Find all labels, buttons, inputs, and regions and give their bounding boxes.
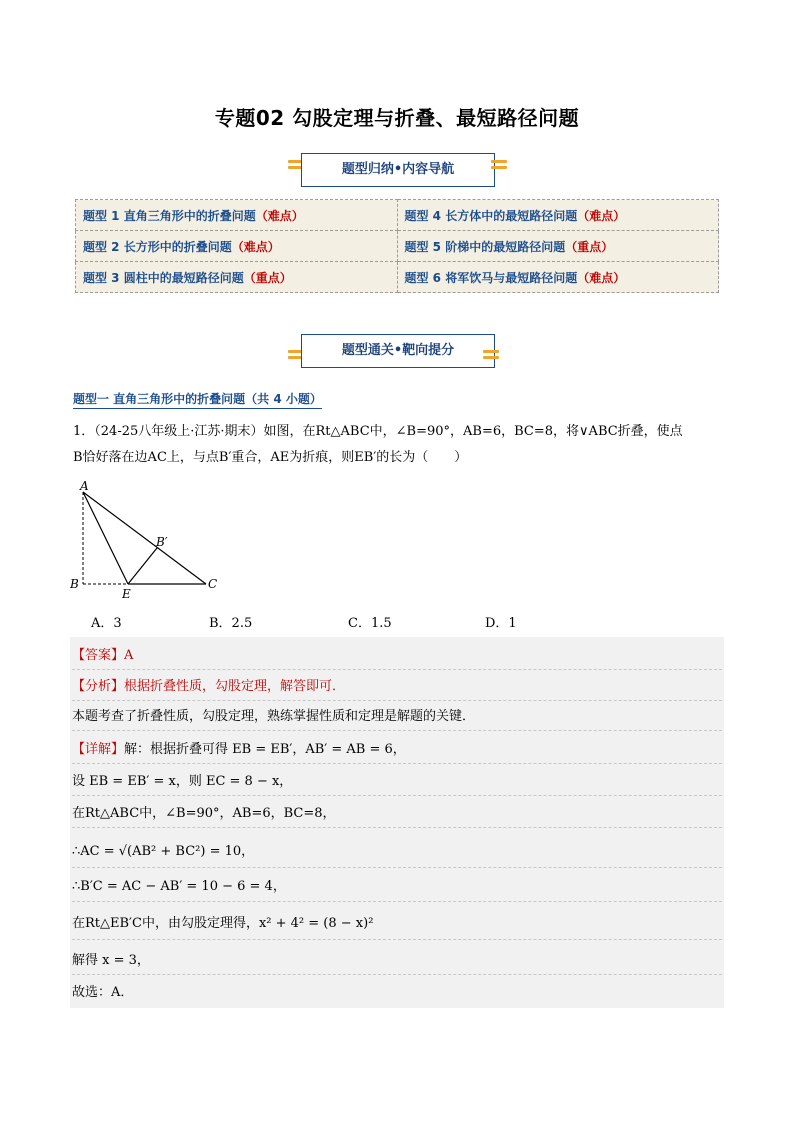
edge-eb-prime — [128, 548, 157, 584]
analysis-row — [72, 674, 722, 701]
label-e: E — [122, 587, 131, 601]
detail-label: 【详解】 — [72, 742, 125, 757]
step-6: 解得 x = 3， — [72, 948, 722, 975]
banner-content-nav: 题型归纳•内容导航 — [301, 153, 495, 187]
summary-row: 本题考查了折叠性质，勾股定理，熟练掌握性质和定理是解题的关键． — [72, 704, 722, 731]
answer-label: 【答案】 — [72, 648, 125, 663]
option-b[interactable]: B．2.5 — [209, 616, 253, 631]
nav-item-5[interactable]: 题型 5 阶梯中的最短路径问题（重点） — [397, 231, 719, 262]
detail-row — [72, 737, 722, 764]
nav-item-3[interactable]: 题型 3 圆柱中的最短路径问题（重点） — [76, 262, 398, 293]
step-3: ∴AC = √(AB² + BC²) = 10， — [72, 837, 722, 868]
nav-item-4[interactable]: 题型 4 长方体中的最短路径问题（难点） — [397, 200, 719, 231]
edge-ac — [83, 492, 206, 584]
label-c: C — [208, 577, 218, 591]
answer-value: A — [124, 648, 134, 663]
step-4: ∴B′C = AC − AB′ = 10 − 6 = 4， — [72, 873, 722, 902]
nav-item-1[interactable]: 题型 1 直角三角形中的折叠问题（难点） — [76, 200, 398, 231]
analysis-text: 根据折叠性质，勾股定理，解答即可． — [124, 679, 346, 694]
answer-row — [72, 643, 722, 670]
analysis-label: 【分析】 — [72, 679, 125, 694]
answer-block — [70, 637, 724, 1008]
label-b: B — [70, 577, 79, 591]
step-7: 故选：A． — [72, 985, 134, 1000]
edge-ae — [83, 492, 128, 584]
step-5: 在Rt△EB′C中，由勾股定理得，x² + 4² = (8 − x)² — [72, 909, 722, 940]
step-1: 设 EB = EB′ = x，则 EC = 8 − x， — [72, 769, 722, 796]
detail-text: 解：根据折叠可得 EB = EB′，AB′ = AB = 6， — [124, 742, 406, 757]
option-d[interactable]: D．1 — [485, 616, 517, 631]
option-c[interactable]: C．1.5 — [348, 616, 392, 631]
topic-nav-table — [75, 199, 719, 293]
option-a[interactable]: A．3 — [91, 616, 122, 631]
nav-item-2[interactable]: 题型 2 长方形中的折叠问题（难点） — [76, 231, 398, 262]
nav-item-6[interactable]: 题型 6 将军饮马与最短路径问题（难点） — [397, 262, 719, 293]
triangle-figure — [66, 478, 226, 602]
banner-practice: 题型通关•靶向提分 — [301, 334, 495, 368]
question-text — [73, 419, 723, 471]
question-line-2: B恰好落在边AC上，与点B′重合，AE为折痕，则EB′的长为（ ） — [73, 450, 468, 465]
step-2: 在Rt△ABC中，∠B=90°，AB=6，BC=8， — [72, 801, 722, 828]
question-line-1: 1．（24-25八年级上·江苏·期末）如图，在Rt△ABC中，∠B=90°，AB=6，BC=8，将∨ABC折叠，使点 — [73, 424, 683, 439]
document-title: 专题02 勾股定理与折叠、最短路径问题 — [214, 106, 580, 130]
deco-right-2 — [483, 347, 499, 362]
label-a: A — [80, 479, 89, 493]
section-heading[interactable]: 题型一 直角三角形中的折叠问题（共 4 小题） — [73, 390, 322, 409]
label-b-prime: B′ — [156, 535, 168, 549]
deco-right-1 — [491, 157, 507, 172]
